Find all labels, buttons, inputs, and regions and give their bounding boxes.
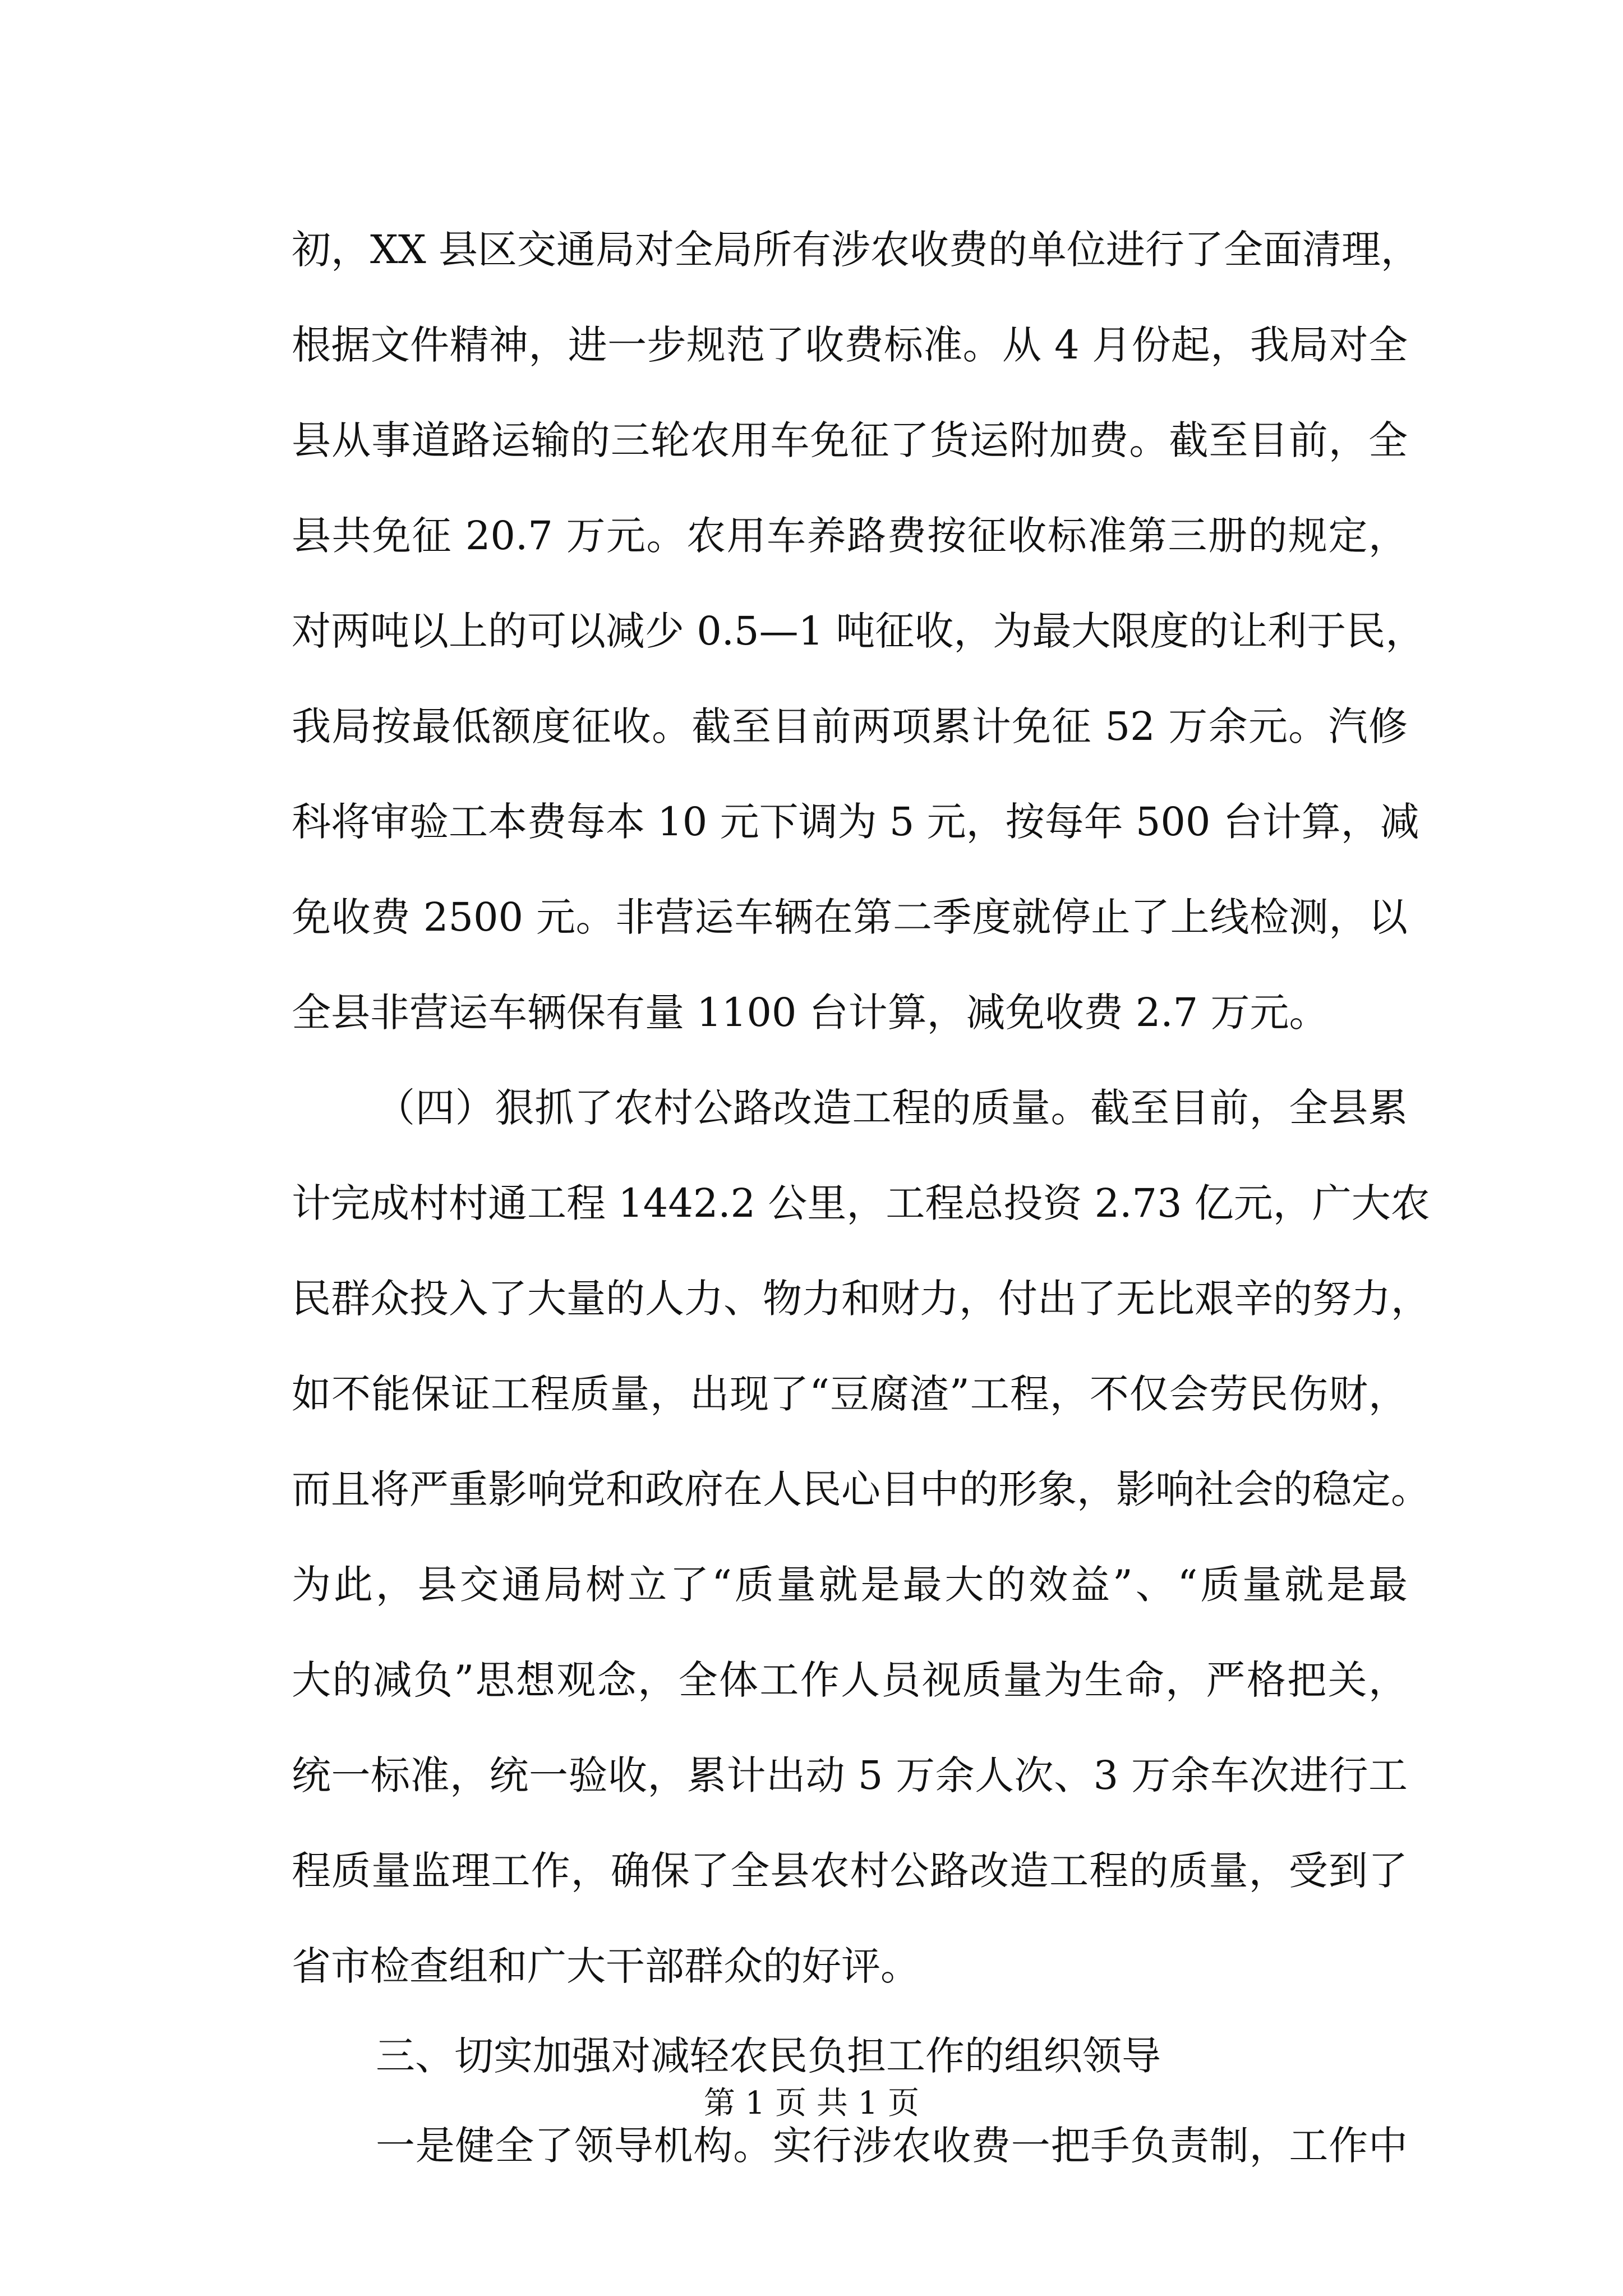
paragraph-line: 为此，县交通局树立了“质量就是最大的效益”、“质量就是最 bbox=[292, 1562, 1408, 1608]
paragraph-line: 科将审验工本费每本 10 元下调为 5 元，按每年 500 台计算，减 bbox=[292, 799, 1419, 845]
paragraph-line: 大的减负”思想观念，全体工作人员视质量为生命，严格把关， bbox=[292, 1657, 1408, 1703]
section-heading: 三、切实加强对减轻农民负担工作的组织领导 bbox=[376, 2033, 1161, 2079]
paragraph-line: 一是健全了领导机构。实行涉农收费一把手负责制，工作中 bbox=[376, 2123, 1408, 2169]
paragraph-line: 省市检查组和广大干部群众的好评。 bbox=[292, 1943, 920, 1989]
paragraph-line: 初，XX 县区交通局对全局所有涉农收费的单位进行了全面清理， bbox=[292, 227, 1420, 273]
page-footer: 第 1 页 共 1 页 bbox=[703, 2085, 920, 2122]
document-body bbox=[292, 202, 1430, 2193]
paragraph-line: 免收费 2500 元。非营运车辆在第二季度就停止了上线检测，以 bbox=[292, 894, 1408, 940]
paragraph-line: 民群众投入了大量的人力、物力和财力，付出了无比艰辛的努力， bbox=[292, 1276, 1430, 1322]
paragraph-line: 统一标准，统一验收，累计出动 5 万余人次、3 万余车次进行工 bbox=[292, 1752, 1408, 1798]
paragraph-line: 计完成村村通工程 1442.2 公里，工程总投资 2.73 亿元，广大农 bbox=[292, 1180, 1430, 1226]
paragraph-line: 程质量监理工作，确保了全县农村公路改造工程的质量，受到了 bbox=[292, 1848, 1408, 1894]
paragraph-line: 全县非营运车辆保有量 1100 台计算，减免收费 2.7 万元。 bbox=[292, 990, 1329, 1036]
paragraph-line: 我局按最低额度征收。截至目前两项累计免征 52 万余元。汽修 bbox=[292, 703, 1408, 749]
paragraph-line: 对两吨以上的可以减少 0.5—1 吨征收，为最大限度的让利于民， bbox=[292, 608, 1425, 654]
paragraph-line: 县从事道路运输的三轮农用车免征了货运附加费。截至目前，全 bbox=[292, 417, 1408, 463]
paragraph-line: 而且将严重影响党和政府在人民心目中的形象，影响社会的稳定。 bbox=[292, 1466, 1430, 1512]
paragraph-line: 如不能保证工程质量，出现了“豆腐渣”工程，不仅会劳民伤财， bbox=[292, 1371, 1408, 1417]
paragraph-line: 县共免征 20.7 万元。农用车养路费按征收标准第三册的规定， bbox=[292, 513, 1408, 559]
paragraph-line: 根据文件精神，进一步规范了收费标准。从 4 月份起，我局对全 bbox=[292, 322, 1408, 368]
paragraph-line: （四）狠抓了农村公路改造工程的质量。截至目前，全县累 bbox=[376, 1085, 1408, 1131]
